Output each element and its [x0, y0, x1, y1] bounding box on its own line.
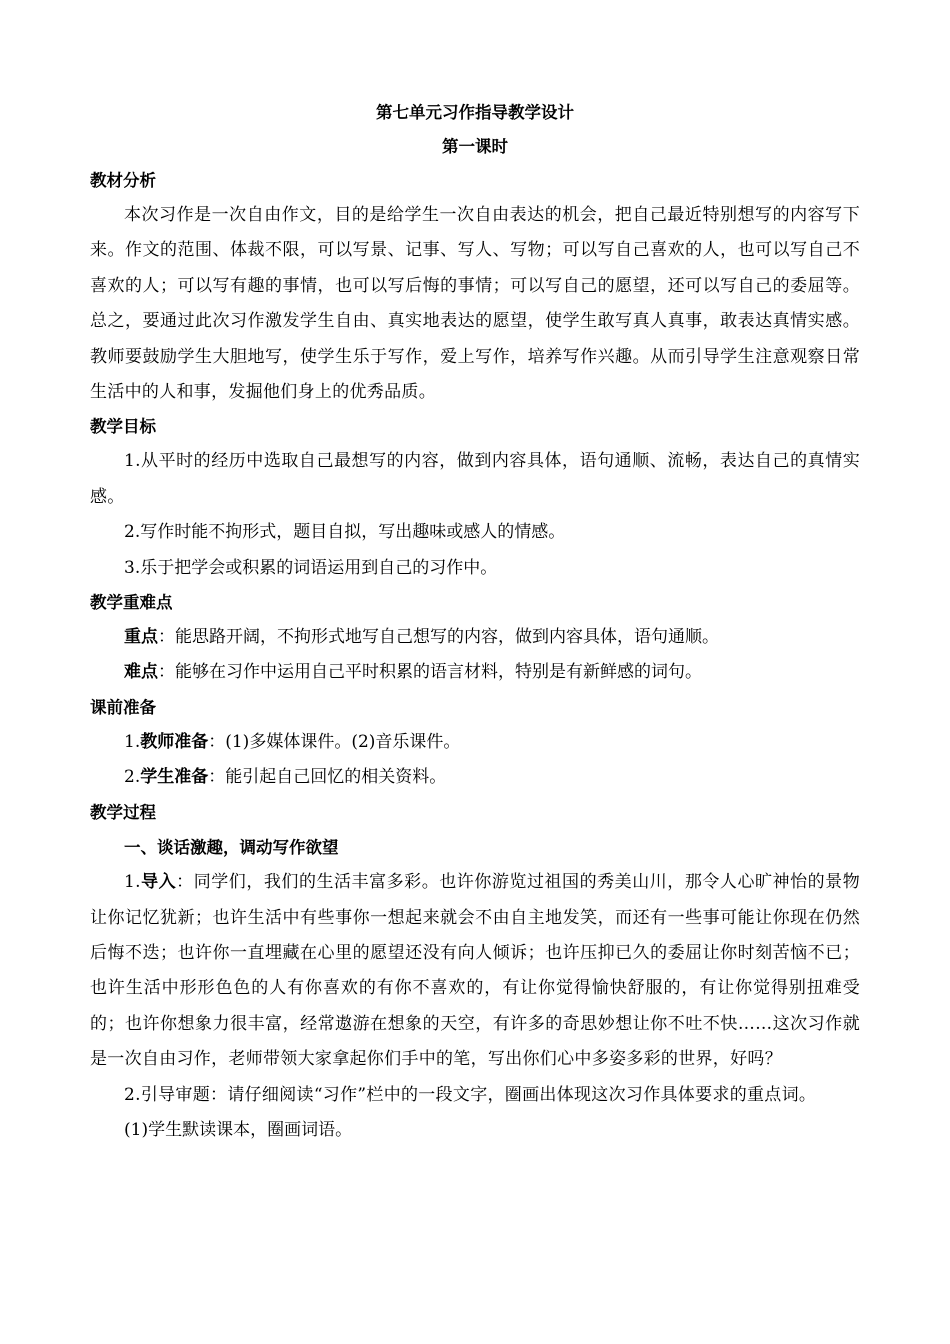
section-heading-key-points: 教学重难点	[90, 593, 173, 613]
process-guide-paragraph: 2.引导审题：请仔细阅读“习作”栏中的一段文字，圈画出体现这次习作具体要求的重点词。	[124, 1084, 817, 1105]
key-point-difficulty	[90, 655, 860, 690]
intro-text: ：同学们，我们的生活丰富多彩。也许你游览过祖国的秀美山川，那令人心旷神怡的景物让你记忆犹新；也许生活中有些事你一想起来就会不由自主地发笑，而还有一些事可能让你现在仍然后悔不迭；也许你一直埋藏在心里的愿望还没有向人倾诉；也许压抑已久的委屈让你时刻苦恼不已；也许生活中形形色色的人有你喜欢的有你不喜欢的，有让你觉得愉快舒服的，有让你觉得别扭难受的；也许你想象力很丰富，经常遨游在想象的天空，有许多的奇思妙想让你不吐不快……这次习作就是一次自由习作，老师带领大家拿起你们手中的笔，写出你们心中多姿多彩的世界，好吗？	[90, 872, 860, 1070]
prep-student-label: 学生准备	[140, 767, 209, 788]
prep-teacher-text: ：(1)多媒体课件。(2)音乐课件。	[208, 731, 461, 752]
prep-student-number: 2.	[124, 767, 141, 788]
difficulty-text: ：能够在习作中运用自己平时积累的语言材料，特别是有新鲜感的词句。	[158, 662, 702, 683]
prep-student-text: ：能引起自己回忆的相关资料。	[208, 767, 447, 788]
section-heading-goals: 教学目标	[90, 417, 156, 437]
prep-teacher	[90, 725, 860, 760]
difficulty-label: 难点	[124, 662, 158, 683]
goal-item-2: 2.写作时能不拘形式，题目自拟，写出趣味或感人的情感。	[124, 522, 566, 543]
document-subtitle: 第一课时	[442, 137, 508, 156]
section-heading-material-analysis: 教材分析	[90, 171, 156, 190]
intro-number: 1.	[124, 872, 141, 893]
key-point-focus	[90, 620, 860, 655]
focus-label: 重点	[124, 627, 158, 648]
section-heading-process: 教学过程	[90, 802, 156, 822]
document-title: 第七单元习作指导教学设计	[376, 103, 574, 122]
focus-text: ：能思路开阔，不拘形式地写自己想写的内容，做到内容具体，语句通顺。	[158, 627, 719, 648]
section-heading-prep: 课前准备	[90, 697, 156, 717]
goal-item-3: 3.乐于把学会或积累的词语运用到自己的习作中。	[124, 557, 498, 578]
document-page	[90, 96, 860, 1148]
process-step-1-title: 一、谈话激趣，调动写作欲望	[124, 837, 339, 857]
process-intro-paragraph	[90, 865, 860, 1077]
prep-teacher-label: 教师准备	[140, 731, 209, 752]
intro-label: 导入	[140, 872, 177, 893]
process-guide-sub-1: (1)学生默读课本，圈画词语。	[124, 1119, 353, 1140]
material-analysis-paragraph: 本次习作是一次自由作文，目的是给学生一次自由表达的机会，把自己最近特别想写的内容写下来。作文的范围、体裁不限，可以写景、记事、写人、写物；可以写自己喜欢的人，也可以写自己不喜欢的人；可以写有趣的事情，也可以写后悔的事情；可以写自己的愿望，还可以写自己的委屈等。总之，要通过此次习作激发学生自由、真实地表达的愿望，使学生敢写真人真事，敢表达真情实感。教师要鼓励学生大胆地写，使学生乐于写作，爱上写作，培养写作兴趣。从而引导学生注意观察日常生活中的人和事，发掘他们身上的优秀品质。	[90, 205, 860, 403]
goal-item-1: 1.从平时的经历中选取自己最想写的内容，做到内容具体，语句通顺、流畅，表达自己的真情实感。	[90, 451, 860, 507]
prep-student	[90, 760, 860, 795]
prep-teacher-number: 1.	[124, 731, 141, 752]
